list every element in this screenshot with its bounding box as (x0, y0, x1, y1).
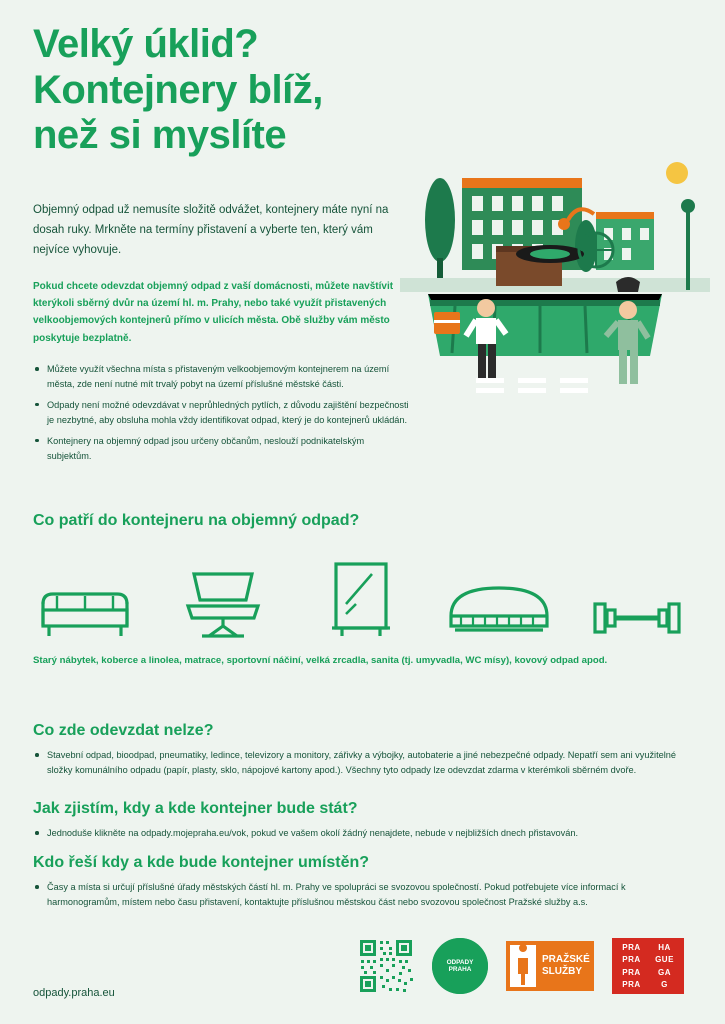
qr-code[interactable] (358, 938, 414, 994)
logo-odpady-praha (432, 938, 488, 994)
logo-praha-cell: PRA (622, 980, 641, 990)
headline-line-1: Velký úklid? (33, 22, 259, 66)
logo-praha-cell: PRA (622, 955, 641, 965)
section-title-nelze: Co zde odevzdat nelze? (33, 722, 214, 739)
waste-icons-row (30, 548, 692, 640)
mirror-icon (306, 548, 416, 640)
nelze-bullet-list (33, 748, 693, 783)
mattress-icon (444, 548, 554, 640)
logo-ps-line1: PRAŽSKÉ (542, 954, 590, 965)
logo-ps-line2: SLUŽBY (542, 966, 582, 977)
logo-praha-cell: G (661, 980, 668, 990)
logo-praha-prague (612, 938, 684, 994)
page-title (33, 22, 463, 159)
list-item: Stavební odpad, bioodpad, pneumatiky, ledince, televizory a monitory, zářivky a výbojky, autobaterie a jiné nebezpečné odpady. Nepatří sem ani využitelné složky komunálního odpadu (papír, plasty, sklo, nápojové kartony apod.). Všechny tyto odpady lze odevzdat zdarma v kterémkoli sběrném dvoře. (33, 748, 693, 777)
intro-bullet-list (33, 362, 411, 469)
logo-praha-cell: GA (658, 967, 671, 977)
jak-zjistim-bullet-list (33, 826, 693, 847)
section-title-co-patri: Co patří do kontejneru na objemný odpad? (33, 512, 360, 529)
list-item: Můžete využít všechna místa s přistaveným velkoobjemovým kontejnerem na území města, zde není nutné mít trvalý pobyt na území příslušné městské části. (33, 362, 411, 392)
footer-url[interactable]: odpady.praha.eu (33, 987, 115, 999)
headline-line-3: než si myslíte (33, 113, 287, 158)
logo-prazske-sluzby (506, 941, 594, 991)
list-item: Odpady není možné odevzdávat v neprůhledných pytlích, z důvodu zajištění bezpečnosti je nezbytné, aby obsluha mohla vždy identifikovat odpad, který je do kontejnerů ukládán. (33, 398, 411, 428)
logo-praha-cell: HA (658, 942, 671, 952)
section-title-jak-zjistim: Jak zjistím, kdy a kde kontejner bude stát? (33, 800, 358, 817)
dumbbell-icon (582, 548, 692, 640)
list-item[interactable]: Jednoduše klikněte na odpady.mojepraha.eu/vok, pokud ve vašem okolí žádný nenajdete, nebude v nejbližších dnech přistavován. (33, 826, 693, 841)
headline-line-2: Kontejnery blíž, (33, 67, 323, 112)
section-title-kdo-resi: Kdo řeší kdy a kde bude kontejner umístěn? (33, 854, 370, 871)
list-item: Kontejnery na objemný odpad jsou určeny občanům, neslouží podnikatelským subjektům. (33, 434, 411, 464)
logo-praha-cell: PRA (622, 942, 641, 952)
logo-odpady-line1: ODPADY (446, 958, 474, 966)
footer-logos (358, 935, 693, 997)
illustration-city-container (400, 150, 710, 395)
list-item: Časy a místa si určují příslušné úřady městských částí hl. m. Prahy ve spolupráci se svozovou společností. Pokud potřebujete více informací k harmonogramům, místem nebo času přistavení, kontaktujte příslušnou městskou část nebo svozovou společnost Pražské služby a.s. (33, 880, 693, 909)
logo-praha-cell: GUE (655, 955, 674, 965)
logo-praha-cell: PRA (622, 967, 641, 977)
armchair-icon (168, 548, 278, 640)
kdo-resi-bullet-list (33, 880, 693, 915)
intro-highlight: Pokud chcete odevzdat objemný odpad z vaší domácnosti, můžete navštívit kterýkoli sběrný dvůr na území hl. m. Prahy, nebo také využít přistavených velkoobjemových kontejnerů přímo v ulicích města. Obě služby vám město poskytuje bezplatně. (33, 281, 394, 344)
sofa-icon (30, 548, 140, 640)
logo-odpady-line2: PRAHA (448, 966, 472, 973)
waste-icons-caption: Starý nábytek, koberce a linolea, matrace, sportovní náčiní, velká zrcadla, sanita (tj. umyvadla, WC mísy), kovový odpad apod. (33, 655, 608, 666)
intro-paragraph: Objemný odpad už nemusíte složitě odvážet, kontejnery máte nyní na dosah ruky. Mrkněte na termíny přistavení a vyberte ten, který vám nejvíce vyhovuje. (33, 204, 389, 257)
